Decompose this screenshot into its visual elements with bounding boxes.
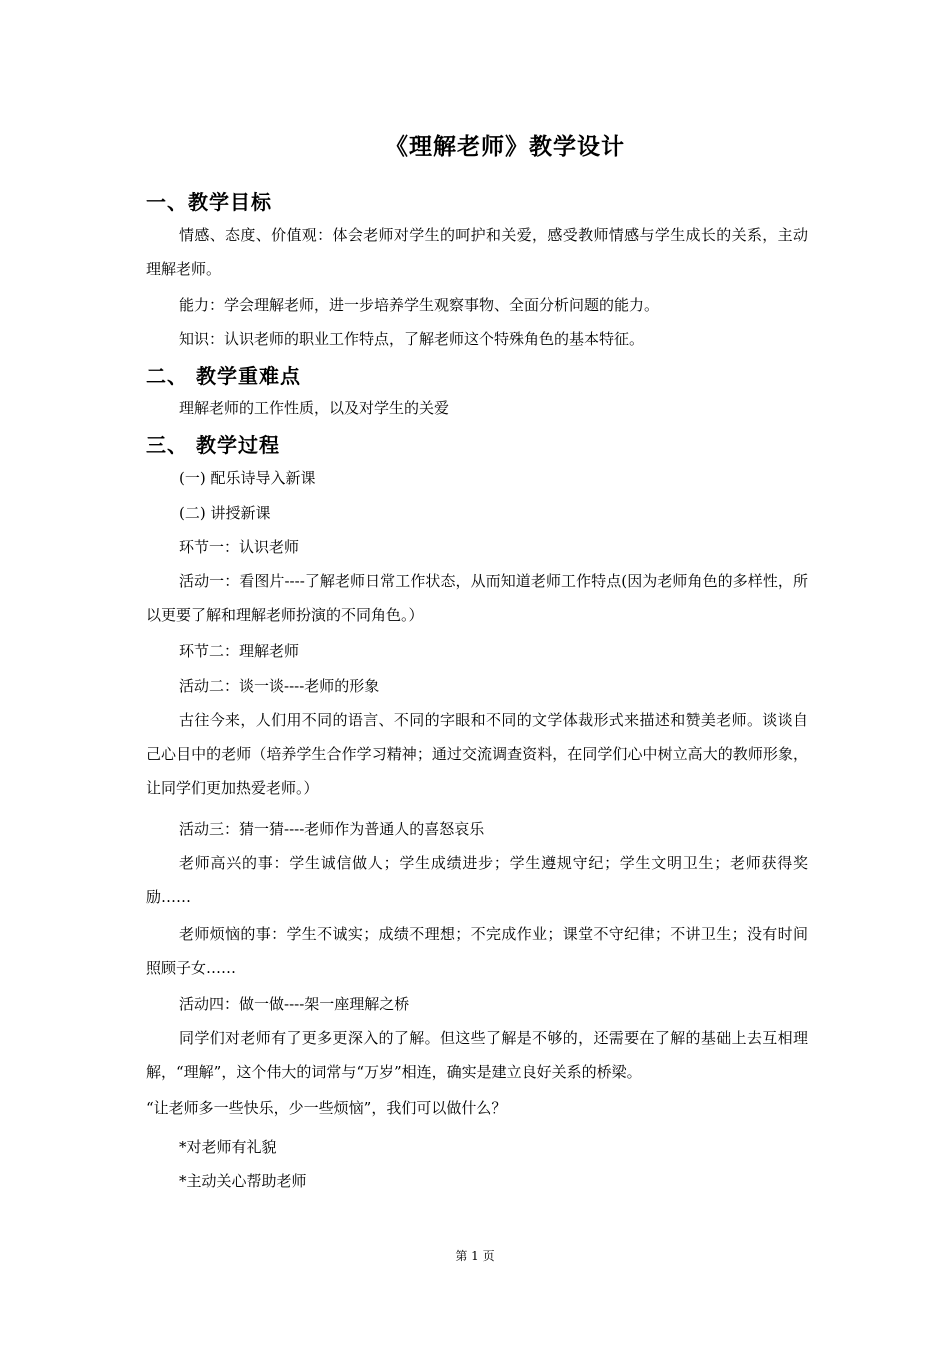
process-activity-four: 活动四：做一做----架一座理解之桥 xyxy=(179,995,410,1013)
section-heading-process: 三、 教学过程 xyxy=(146,433,280,457)
process-activity-three: 活动三：猜一猜----老师作为普通人的喜怒哀乐 xyxy=(179,820,485,838)
section-heading-key-points: 二、 教学重难点 xyxy=(146,364,301,388)
list-item-care: *主动关心帮助老师 xyxy=(179,1172,307,1190)
paragraph-happy-things: 老师高兴的事：学生诚信做人；学生成绩进步；学生遵规守纪；学生文明卫生；老师获得奖励…… xyxy=(146,854,808,906)
paragraph-teacher-image: 古往今来，人们用不同的语言、不同的字眼和不同的文学体裁形式来描述和赞美老师。谈谈自己心目中的老师（培养学生合作学习精神；通过交流调查资料，在同学们心中树立高大的教师形象，让同学们更加热爱老师。） xyxy=(146,711,808,797)
paragraph-activity-one: 活动一：看图片----了解老师日常工作状态，从而知道老师工作特点(因为老师角色的多样性，所以更要了解和理解老师扮演的不同角色。） xyxy=(146,572,808,624)
process-step-intro: (一) 配乐诗导入新课 xyxy=(179,469,316,487)
process-activity-two: 活动二：谈一谈----老师的形象 xyxy=(179,677,380,695)
paragraph-worry-things: 老师烦恼的事：学生不诚实；成绩不理想；不完成作业；课堂不守纪律；不讲卫生；没有时间照顾子女…… xyxy=(146,925,808,977)
process-section-two: 环节二：理解老师 xyxy=(179,642,300,660)
process-section-one: 环节一：认识老师 xyxy=(179,538,300,556)
process-step-new-lesson: (二) 讲授新课 xyxy=(179,504,271,522)
section-heading-objectives: 一、教学目标 xyxy=(146,190,272,214)
paragraph-understanding-bridge: 同学们对老师有了更多更深入的了解。但这些了解是不够的，还需要在了解的基础上去互相理解，“理解”，这个伟大的词常与“万岁”相连，确实是建立良好关系的桥梁。 xyxy=(146,1029,808,1081)
list-item-polite: *对老师有礼貌 xyxy=(179,1138,277,1156)
paragraph-knowledge-goal: 知识：认识老师的职业工作特点，了解老师这个特殊角色的基本特征。 xyxy=(179,330,645,348)
paragraph-ability-goal: 能力：学会理解老师，进一步培养学生观察事物、全面分析问题的能力。 xyxy=(179,296,660,314)
page-title: 《理解老师》教学设计 xyxy=(385,134,625,160)
paragraph-emotion-goal: 情感、态度、价值观：体会老师对学生的呵护和关爱，感受教师情感与学生成长的关系，主动理解老师。 xyxy=(146,226,808,278)
paragraph-question: “让老师多一些快乐，少一些烦恼”，我们可以做什么？ xyxy=(146,1099,507,1117)
page-number: 第 1 页 xyxy=(455,1249,495,1263)
paragraph-key-points: 理解老师的工作性质，以及对学生的关爱 xyxy=(179,399,450,417)
